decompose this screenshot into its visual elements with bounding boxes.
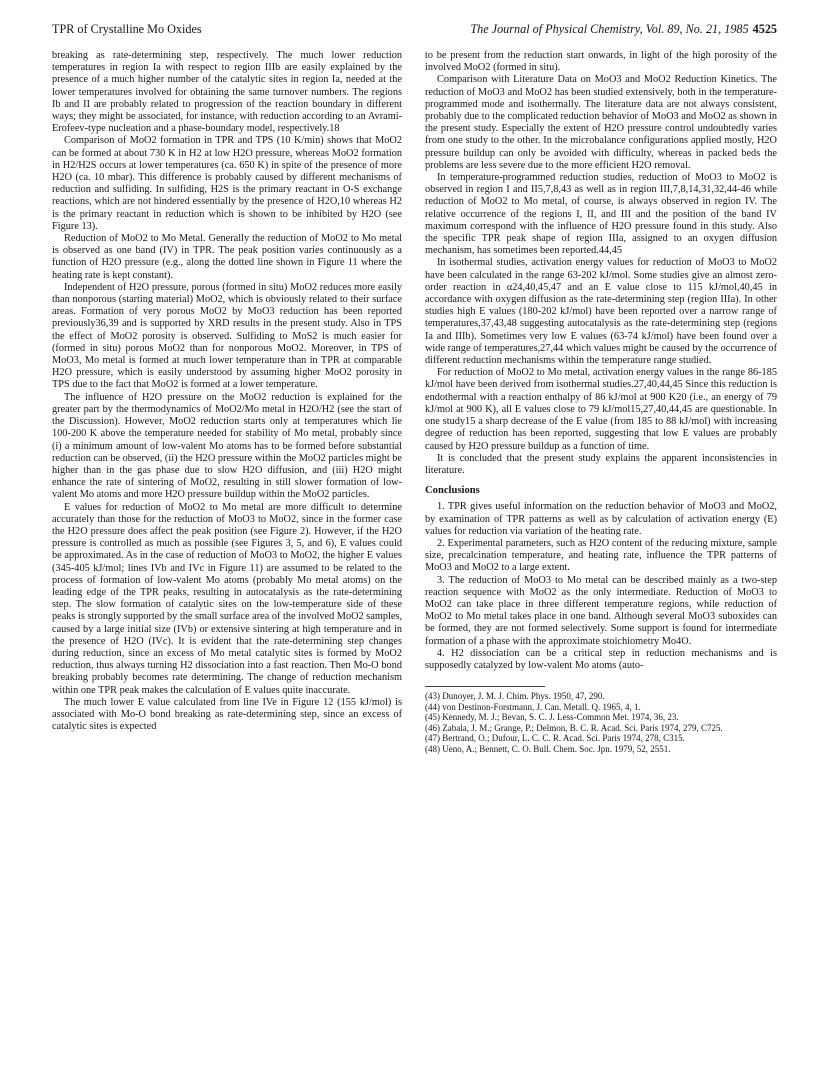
section-heading-conclusions: Conclusions	[425, 485, 480, 497]
left-column	[52, 50, 402, 733]
paragraph: In isothermal studies, activation energy values for reduction of MoO3 to MoO2 have been calculated in the range 63-202 kJ/mol. Some studies give an almost zero-order reaction in α24,40,45,47 and an E value close to 115 kJ/mol,40,45 in accordance with oxygen diffusion as the rate-determining step (region IIIa). In other studies high E values (180-202 kJ/mol) have been reported over a narrow range of temperatures,37,43,48 suggesting autocatalysis as the rate-determining step (regions Ia and IIIb). Sometimes very low E values (63-74 kJ/mol) have been found over a wide range of temperatures,27,44 which values might be caused by the occurrence of different reduction mechanisms within the temperature range studied.	[425, 257, 777, 367]
conclusion-item: 1. TPR gives useful information on the reduction behavior of MoO3 and MoO2, by examination of TPR patterns as well as by calculation of activation energy (E) values for reduction via variation of the heating rate.	[425, 501, 777, 537]
paragraph: Comparison of MoO2 formation in TPR and TPS (10 K/min) shows that MoO2 can be formed at about 730 K in H2 at low H2O pressure, whereas MoO2 formation in H2/H2S occurs at lower temperatures (ca. 650 K) in spite of the presence of more H2O (ca. 10 mbar). This difference is probably caused by different mechanisms of reduction and sulfiding. In sulfiding, H2S is the primary reactant in O-S exchange reactions, which are not hindered essentially by the presence of H2O,10 whereas H2 is the primary reactant in reduction which is shown to be inhibited by H2O (see Figure 13).	[52, 135, 402, 232]
reference-item: (43) Dunoyer, J. M. J. Chim. Phys. 1950, 47, 290.	[425, 691, 605, 702]
page-header	[52, 22, 777, 40]
reference-item: (47) Bertrand, O.; Dufour, L. C. C. R. Acad. Sci. Paris 1974, 278, C315.	[425, 733, 685, 744]
paragraph-reduction-moo2: Reduction of MoO2 to Mo Metal. Generally the reduction of MoO2 to Mo metal is observed as one band (IV) in TPR. The peak position varies continuously as a function of H2O pressure (e.g., along the dotted line shown in Figure 11 where the heating rate is kept constant).	[52, 233, 402, 281]
paragraph: breaking as rate-determining step, respectively. The much lower reduction temperatures in region Ia with respect to region IIIb are easily explained by the presence of a much higher number of the catalytic sites in region Ia, needed at the lower temperatures involved for obtaining the same turnover numbers. The regions Ib and II are probably related to progression of the reaction boundary in different ways; they might be associated, for instance, with reduction according to an Avrami-Erofeev-type nucleation and a phase-boundary model, respectively.18	[52, 50, 402, 135]
conclusion-item: 3. The reduction of MoO3 to Mo metal can be described mainly as a two-step reaction sequence with MoO2 as the only intermediate. Reduction of MoO3 to MoO2 can take place in three different temperature regions, while reduction of MoO2 to Mo metal takes place in one band. Although several MoO3 suboxides can be formed, they are not formed selectively. Some support is found for intermediate formation of a phase with the approximate stoichiometry Mo4O.	[425, 574, 777, 647]
paragraph: For reduction of MoO2 to Mo metal, activation energy values in the range 86-185 kJ/mol have been derived from isothermal studies.27,40,44,45 Since this reduction is endothermal with a reaction enthalpy of 86 kJ/mol at 900 K20 (i.e., an energy of 79 kJ/mol at 900 K), all E values close to 79 kJ/mol15,27,40,44,45 are questionable. In one study15 a sharp decrease of the E value (from 185 to 88 kJ/mol) with increasing degree of reduction has been reported, suggesting that low E values are probably caused by H2O pressure buildup as a function of time.	[425, 367, 777, 452]
running-title: TPR of Crystalline Mo Oxides	[52, 22, 202, 36]
page-number: 4525	[752, 22, 777, 36]
paragraph: It is concluded that the present study explains the apparent inconsistencies in literature.	[425, 452, 777, 476]
right-column	[425, 50, 777, 754]
paragraph: The influence of H2O pressure on the MoO2 reduction is explained for the greater part by the thermodynamics of MoO2/Mo metal in H2O/H2 (see the start of the Discussion). However, MoO2 reduction starts only at temperatures which lie 100-200 K above the temperature needed for stability of Mo metal, probably since (i) a minimum amount of low-valent Mo atoms has to be formed before substantial reduction can be observed, (ii) the H2O pressure within the MoO2 particles might be higher than in the gas phase due to slow H2O diffusion, and (iii) H2O might enhance the rate of sintering of MoO2, resulting in still slower formation of low-valent Mo atoms and more H2O pressure buildup within the MoO2 particles.	[52, 391, 402, 501]
reference-item: (46) Zabala, J. M.; Grange, P.; Delmon, B. C. R. Acad. Sci. Paris 1974, 279, C725.	[425, 722, 723, 733]
paragraph: In temperature-programmed reduction studies, reduction of MoO3 to MoO2 is observed in region I and II5,7,8,43 as well as in region III,7,8,14,31,32,44-46 while reduction of MoO2 to Mo metal, of course, is always observed in region IV. The relative occurrence of the regions I, II, and III and the position of the band IV maximum correspond with the influence of H2O pressure found in this study. Also the specific TPR peak shape of region IIIa, assigned to an oxygen diffusion mechanism, has sometimes been reported.44,45	[425, 172, 777, 257]
paragraph: E values for reduction of MoO2 to Mo metal are more difficult to determine accurately than those for the reduction of MoO3 to MoO2, since in the former case the H2O pressure does affect the peak position (see Figure 2). However, if the H2O pressure is controlled as much as possible (see Figures 3, 5, and 6), E values could be approximated. As in the case of reduction of MoO3 to MoO2, the higher E values (345-405 kJ/mol; lines IVb and IVc in Figure 11) are assumed to be related to the process of formation of low-valent Mo atoms (probably Mo metal atoms) on the leading edge of the TPR peaks, resulting in autocatalysis as the rate-determining step. The slow formation of catalytic sites on the low-temperature side of these peaks is strongly supported by the small surface area of the involved MoO2 samples, caused by a large initial size (IVb) or extensive sintering at high temperature and in the presence of H2O (IVc). It is evident that the rate-determining step changes during reduction, since an excess of Mo metal catalytic sites is formed by MoO2 reduction, thus always turning H2 dissociation into a fast reaction. Then Mo-O bond breaking probably becomes rate determining. The change of reduction mechanism within one TPR peak makes the calculation of E values quite inaccurate.	[52, 501, 403, 696]
reference-item: (48) Ueno, A.; Bennett, C. O. Bull. Chem. Soc. Jpn. 1979, 52, 2551.	[425, 743, 671, 754]
references-list	[425, 691, 777, 754]
reference-item: (44) von Destinon-Forstmann, J. Can. Metall. Q. 1965, 4, 1.	[425, 701, 641, 712]
conclusion-item: 4. H2 dissociation can be a critical step in reduction mechanisms and is supposedly catalyzed by low-valent Mo atoms (auto-	[425, 647, 777, 671]
paragraph-literature-comparison: Comparison with Literature Data on MoO3 and MoO2 Reduction Kinetics. The reduction of MoO3 and MoO2 has been studied extensively, both in the temperature-programmed mode and isothermally. The literature data are not always consistent, probably due to the complicated reduction behavior of MoO3 and MoO2 as shown in the present study. Especially the extent of H2O pressure control undoubtedly varies from one study to the other. In the microbalance configurations applied mostly, H2O pressure buildup can only be avoided with difficulty, whereas in packed beds the problems are less severe due to the more efficient H2O removal.	[425, 74, 777, 171]
references-divider	[425, 686, 545, 687]
paragraph: The much lower E value calculated from line IVe in Figure 12 (155 kJ/mol) is associated with Mo-O bond breaking as rate-determining step, since an excess of catalytic sites is expected	[52, 696, 402, 733]
paragraph: Independent of H2O pressure, porous (formed in situ) MoO2 reduces more easily than nonporous (starting material) MoO2, which is obviously related to their surface areas. Formation of very porous MoO2 by MoO3 reduction has been reported previously36,39 and is supported by XRD results in the present study. Also in TPS the effect of MoO2 porosity is observed. Sulfiding to MoS2 is much easier for (formed in situ) porous MoO2 than for nonporous MoO2. Moreover, in TPS of MoO3, Mo metal is formed at much lower temperature than in TPR at comparable H2O pressure, which is easily understood by assuming higher MoO2 porosity in TPS due to the fact that MoO2 is formed at a lower temperature.	[52, 281, 402, 391]
conclusion-item: 2. Experimental parameters, such as H2O content of the reducing mixture, sample size, precalcination temperature, and heating rate, influence the TPR patterns of MoO3 and MoO2 to a large extent.	[425, 537, 777, 574]
journal-citation	[470, 22, 777, 37]
reference-item: (45) Kennedy, M. J.; Bevan, S. C. J. Less-Common Met. 1974, 36, 23.	[425, 712, 679, 723]
journal-name: The Journal of Physical Chemistry, Vol. 89, No. 21, 1985	[470, 22, 749, 36]
paragraph: to be present from the reduction start onwards, in light of the high porosity of the involved MoO2 (formed in situ).	[425, 50, 777, 74]
